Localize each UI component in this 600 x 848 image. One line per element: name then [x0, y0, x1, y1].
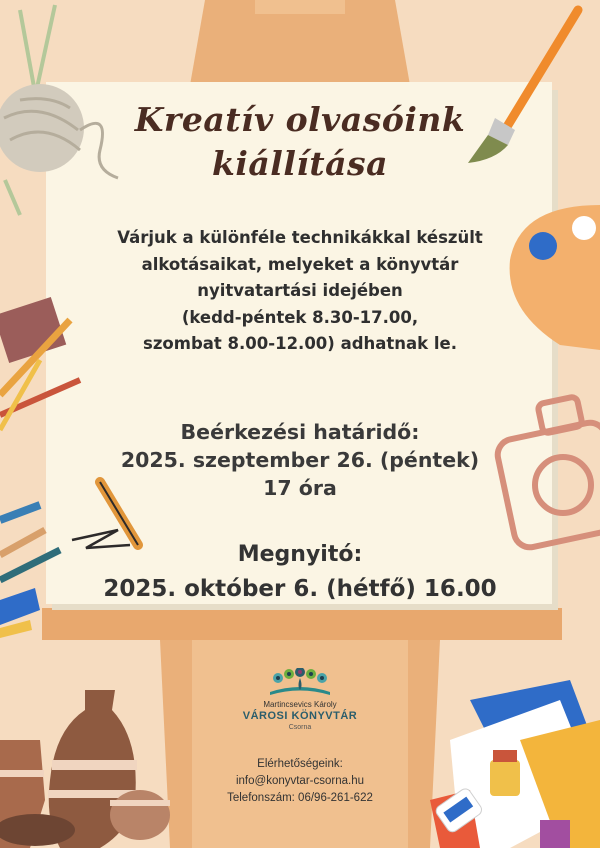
deadline-section	[0, 418, 600, 502]
intro-paragraph	[0, 225, 600, 358]
intro-line: (kedd-péntek 8.30-17.00,	[181, 307, 419, 327]
contact-footer	[0, 756, 600, 807]
title-line-1: Kreatív olvasóink	[134, 100, 466, 139]
library-town: Csorna	[288, 724, 312, 731]
page-title	[0, 98, 600, 186]
contact-phone: Telefonszám: 06/96-261-622	[227, 792, 373, 804]
title-line-2: kiállítása	[212, 144, 388, 183]
deadline-time: 17 óra	[263, 476, 337, 500]
intro-line: alkotásaikat, melyeket a könyvtár	[141, 254, 459, 274]
easel-ledge	[42, 608, 562, 640]
peacock-book-icon	[264, 668, 336, 696]
deadline-label: Beérkezési határidő:	[180, 420, 420, 444]
opening-label: Megnyitó:	[237, 542, 363, 567]
library-logo	[240, 668, 360, 732]
intro-line: szombat 8.00-12.00) adhatnak le.	[143, 334, 457, 353]
contact-heading: Elérhetőségeink:	[257, 758, 343, 770]
deadline-date: 2025. szeptember 26. (péntek)	[120, 448, 480, 472]
opening-section	[0, 538, 600, 606]
opening-date: 2025. október 6. (hétfő) 16.00	[103, 576, 497, 602]
library-name-small: Martincsevics Károly	[263, 700, 337, 709]
contact-email[interactable]: info@konyvtar-csorna.hu	[235, 775, 364, 787]
library-name-big: VÁROSI KÖNYVTÁR	[242, 710, 358, 722]
intro-line: nyitvatartási idejében	[197, 281, 403, 300]
intro-line: Várjuk a különféle technikákkal készült	[117, 228, 483, 247]
